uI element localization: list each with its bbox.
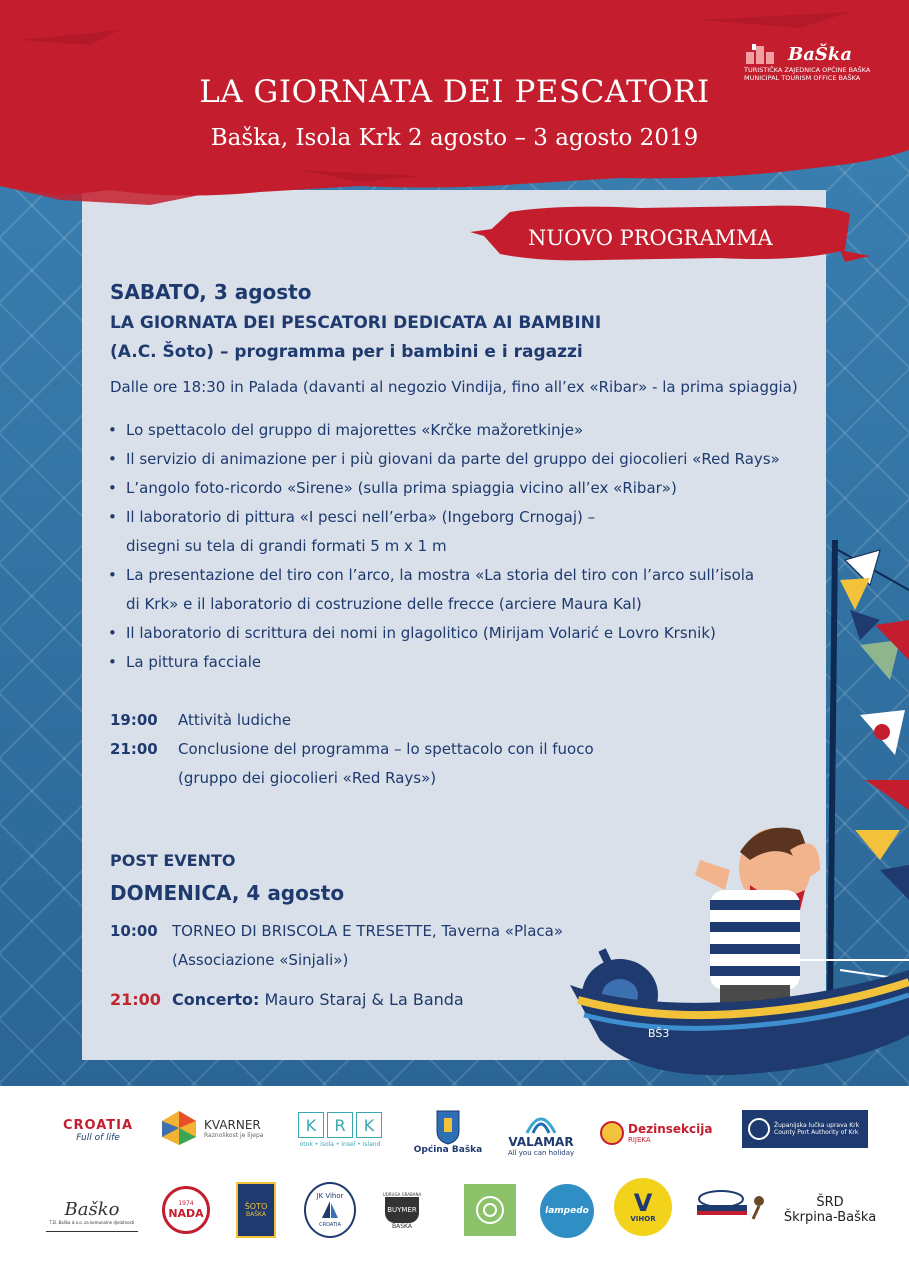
- dezinsekcija-logo-tag: RIJEKA: [628, 1136, 651, 1144]
- list-item-continuation: di Krk» e il laboratorio di costruzione delle frecce (arciere Maura Kal): [126, 595, 642, 613]
- opcina-logo-text: Općina Baška: [413, 1145, 483, 1155]
- vihor-sailing-text: JK Vihor: [316, 1192, 344, 1200]
- schedule-time: 21:00: [110, 740, 158, 758]
- srd-logo-name: Škrpina-Baška: [783, 1210, 877, 1225]
- schedule-text: Attività ludiche: [178, 711, 292, 729]
- vihor-football-text: V: [633, 1189, 653, 1217]
- port-authority-line2: County Port Authority of Krk: [774, 1129, 859, 1136]
- soto-logo-tag: BAŠKA: [246, 1211, 266, 1218]
- krk-letter-3: K: [356, 1112, 382, 1138]
- sponsors-strip: [0, 1086, 909, 1276]
- nada-logo: [162, 1186, 210, 1234]
- baska-logo-line1: TURISTIČKA ZAJEDNICA OPĆINE BAŠKA: [744, 66, 871, 74]
- bullet-dot: •: [108, 566, 117, 584]
- baska-utility-tag: T.D. Baška d.o.o. za komunalne djelatnosti: [49, 1219, 135, 1225]
- srd-skrpina-logo: [780, 1190, 880, 1230]
- croatia-logo: [58, 1102, 138, 1158]
- croatia-logo-text: CROATIA: [62, 1117, 134, 1133]
- list-item: Lo spettacolo del gruppo di majorettes «Krčke mažoretkinje»: [126, 421, 584, 439]
- schedule-text-continuation: (Associazione «Sinjali»): [172, 951, 349, 969]
- bocce-club-logo: [692, 1186, 772, 1226]
- baska-tourism-logo: [744, 42, 894, 82]
- concert-label: Concerto:: [172, 990, 260, 1009]
- valamar-logo-tag: All you can holiday: [507, 1149, 575, 1157]
- vihor-sailing-logo: [304, 1182, 356, 1238]
- saturday-subheading-1: LA GIORNATA DEI PESCATORI DEDICATA AI BAMBINI: [110, 313, 602, 333]
- schedule-time: 19:00: [110, 711, 158, 729]
- concert-performer: Mauro Staraj & La Banda: [264, 990, 464, 1009]
- new-program-badge: NUOVO PROGRAMMA: [528, 226, 773, 250]
- list-item: L’angolo foto-ricordo «Sirene» (sulla prima spiaggia vicino all’ex «Ribar»): [126, 479, 677, 497]
- baska-utility-text: Baško: [64, 1198, 120, 1220]
- list-item: La presentazione del tiro con l’arco, la mostra «La storia del tiro con l’arco sull’isola: [126, 566, 755, 584]
- valamar-logo-icon: [523, 1105, 559, 1135]
- bullet-dot: •: [108, 421, 117, 439]
- post-event-label: POST EVENTO: [110, 851, 236, 870]
- schedule-text: Conclusione del programma – lo spettacolo con il fuoco: [178, 740, 594, 758]
- dezinsekcija-logo: [600, 1116, 732, 1150]
- dezinsekcija-logo-text: Dezinsekcija: [628, 1122, 713, 1136]
- vihor-sailing-tag: CROATIA: [319, 1222, 341, 1228]
- nada-logo-text: NADA: [168, 1207, 204, 1220]
- krk-logo-tag: otok • isola • insel • island: [299, 1141, 381, 1148]
- croatia-logo-tag: Full of life: [76, 1132, 120, 1143]
- krk-letter-1: K: [298, 1112, 324, 1138]
- vihor-football-tag: VIHOR: [630, 1215, 656, 1223]
- sinjali-logo-icon: [473, 1193, 507, 1227]
- soto-logo: [236, 1182, 276, 1238]
- schedule-text: TORNEO DI BRISCOLA E TRESETTE, Taverna «Placa»: [172, 922, 564, 940]
- srd-logo-text: ŠRD: [816, 1195, 844, 1210]
- fisherman-boat-illustration: [560, 530, 909, 1086]
- boat-label: BŠ3: [648, 1027, 670, 1040]
- schedule-text-continuation: (gruppo dei giocolieri «Red Rays»): [178, 769, 437, 787]
- saturday-intro: Dalle ore 18:30 in Palada (davanti al negozio Vindija, fino all’ex «Ribar» - la prima spiaggia): [110, 378, 798, 396]
- port-authority-logo: [742, 1110, 868, 1148]
- sinjali-logo: [464, 1184, 516, 1236]
- buymer-logo-tag: BAŠKA: [392, 1223, 412, 1230]
- lampedo-logo: [540, 1184, 594, 1238]
- valamar-logo-text: VALAMAR: [508, 1135, 574, 1149]
- bullet-dot: •: [108, 450, 117, 468]
- bullet-dot: •: [108, 653, 117, 671]
- sailboat-icon: [320, 1200, 340, 1222]
- sunday-heading: DOMENICA, 4 agosto: [110, 881, 345, 905]
- lampedo-logo-text: lampedo: [545, 1206, 589, 1216]
- bullet-dot: •: [108, 624, 117, 642]
- concert-time: 21:00: [110, 990, 161, 1009]
- valamar-logo: [500, 1098, 582, 1164]
- concert-line: [172, 990, 464, 1009]
- list-item: Il laboratorio di scrittura dei nomi in glagolitico (Mirijam Volarić e Lovro Krsnik): [126, 624, 716, 642]
- bullet-dot: •: [108, 508, 117, 526]
- bullet-dot: •: [108, 479, 117, 497]
- list-item-continuation: disegni su tela di grandi formati 5 m x 1 m: [126, 537, 447, 555]
- kvarner-logo-icon: [160, 1109, 198, 1147]
- nada-logo-year: 1974: [178, 1200, 194, 1207]
- vihor-football-logo: [614, 1178, 672, 1236]
- opcina-baska-logo: [413, 1102, 483, 1162]
- soto-logo-text: ŠOTO: [244, 1202, 268, 1211]
- krk-letter-2: R: [327, 1112, 353, 1138]
- dezinsekcija-logo-icon: [600, 1121, 624, 1145]
- krk-logo: [294, 1108, 386, 1152]
- list-item: Il laboratorio di pittura «I pesci nell’erba» (Ingeborg Crnogaj) –: [126, 508, 596, 526]
- port-authority-icon: [748, 1118, 770, 1140]
- baska-logo-name: BaŠka: [788, 43, 853, 65]
- coat-of-arms-icon: [435, 1109, 461, 1145]
- baska-utility-logo: [46, 1192, 138, 1232]
- saturday-heading: SABATO, 3 agosto: [110, 280, 312, 304]
- buymer-logo-text: BUYMER: [385, 1197, 419, 1223]
- port-authority-line1: Županijska lučka uprava Krk: [774, 1122, 860, 1129]
- buymer-logo-top: UDRUGA GRABANA: [382, 1192, 422, 1197]
- baska-logo-line2: MUNICIPAL TOURISM OFFICE BAŠKA: [744, 74, 861, 82]
- schedule-time: 10:00: [110, 922, 158, 940]
- kvarner-logo-text: KVARNER: [204, 1117, 261, 1132]
- buymer-logo: [382, 1184, 422, 1238]
- kvarner-logo: [160, 1106, 270, 1150]
- saturday-subheading-2: (A.C. Šoto) – programma per i bambini e i ragazzi: [110, 342, 583, 362]
- bocce-club-icon: [693, 1187, 771, 1225]
- baska-logo-icon: [744, 42, 784, 66]
- event-subtitle: Baška, Isola Krk 2 agosto – 3 agosto 2019: [210, 125, 699, 151]
- list-item: La pittura facciale: [126, 653, 262, 671]
- list-item: Il servizio di animazione per i più giovani da parte del gruppo dei giocolieri «Red Rays»: [126, 450, 780, 468]
- kvarner-logo-tag: Raznolikost je lijepa: [204, 1131, 264, 1139]
- event-title: LA GIORNATA DEI PESCATORI: [199, 74, 710, 110]
